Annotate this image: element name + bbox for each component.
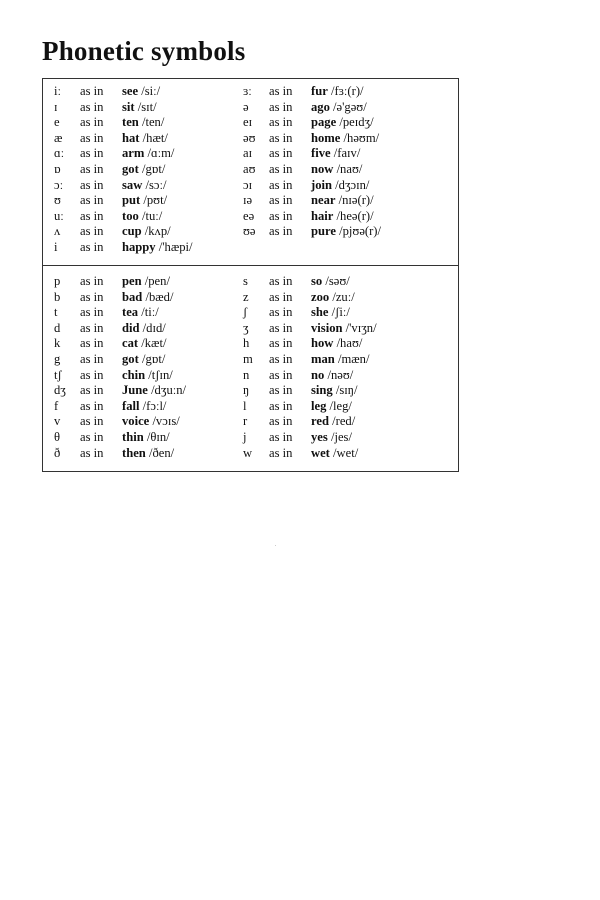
phonetic-symbol: e [54,115,60,130]
example-word-text: cat [122,336,139,351]
phonetic-symbol: iː [54,84,61,98]
example-word-text: home [311,130,341,145]
example-word-text: how [311,336,334,351]
example-word-text: near [311,193,336,208]
example-word [311,162,362,178]
example-word [311,131,379,147]
phonetic-symbol: aɪ [243,146,253,161]
phonetic-symbol: b [54,289,61,304]
example-word [311,430,352,446]
example-word-text: man [311,351,335,366]
example-word-text: she [311,305,329,320]
example-word-text: sing [311,383,333,398]
phonetic-symbol: p [54,274,61,288]
phonetic-symbol: ʒ [243,320,249,335]
example-word [122,274,170,290]
as-in-label: as in [269,177,293,192]
example-word-text: leg [311,398,327,413]
example-word-text: yes [311,429,328,444]
example-word-text: arm [122,146,145,161]
ipa-transcription: /nɪə(r)/ [338,193,374,208]
example-word-text: wet [311,445,330,460]
ipa-transcription: /'hæpi/ [158,239,193,254]
example-word [311,100,367,116]
ipa-transcription: /dɪd/ [142,320,166,335]
as-in-label: as in [269,289,293,304]
example-word-text: put [122,193,141,208]
as-in-label: as in [269,383,293,398]
example-word-text: join [311,177,332,192]
phonetic-symbol: θ [54,429,61,444]
phonetic-symbol: d [54,320,61,335]
ipa-transcription: /fɜː(r)/ [330,84,364,98]
as-in-label: as in [80,224,104,239]
example-word-text: chin [122,367,146,382]
example-word-text: happy [122,239,156,254]
phonetic-symbol: ɒ [54,161,61,176]
ipa-transcription: /gɒt/ [141,351,166,366]
phonetic-symbol: r [243,414,248,429]
phonetic-symbol: æ [54,130,63,145]
example-word-text: too [122,208,139,223]
example-word-text: zoo [311,289,330,304]
phonetic-symbol: i [54,239,58,254]
phonetic-symbol: ɔː [54,177,64,192]
phonetic-symbol: aʊ [243,161,256,176]
example-word [122,115,164,131]
example-word [311,383,358,399]
example-word-text: did [122,320,140,335]
ipa-transcription: /θɪn/ [146,429,170,444]
as-in-label: as in [269,115,293,130]
as-in-label: as in [269,305,293,320]
example-word [311,209,374,225]
ipa-transcription: /ɑːm/ [147,146,175,161]
ipa-transcription: /kʌp/ [144,224,171,239]
example-word-text: ten [122,115,139,130]
ipa-transcription: /jes/ [330,429,352,444]
as-in-label: as in [80,115,104,130]
phonetic-symbol: dʒ [54,383,66,398]
example-word-text: now [311,161,334,176]
phonetic-symbol: f [54,398,59,413]
example-word-text: five [311,146,331,161]
example-word-text: pen [122,274,142,288]
ipa-transcription: /hæt/ [142,130,168,145]
example-word [122,178,166,194]
as-in-label: as in [269,398,293,413]
as-in-label: as in [80,193,104,208]
ipa-transcription: /naʊ/ [336,161,363,176]
phonetic-symbol: ŋ [243,383,250,398]
section-divider [43,265,458,266]
phonetic-symbol: w [243,445,253,460]
example-word [122,352,165,368]
ipa-transcription: /red/ [332,414,356,429]
example-word [122,446,174,462]
example-word [122,224,171,240]
example-word-text: cup [122,224,142,239]
as-in-label: as in [80,305,104,320]
phonetic-symbol: ʃ [243,305,248,320]
example-word [122,209,162,225]
as-in-label: as in [80,274,104,288]
as-in-label: as in [269,84,293,98]
ipa-transcription: /ə'gəʊ/ [333,99,367,114]
phonetic-symbol: ɜː [243,84,252,98]
ipa-transcription: /haʊ/ [336,336,363,351]
as-in-label: as in [269,351,293,366]
phonetic-symbol: eɪ [243,115,253,130]
example-word [122,336,166,352]
as-in-label: as in [269,367,293,382]
as-in-label: as in [269,224,293,239]
ipa-transcription: /heə(r)/ [336,208,374,223]
ipa-transcription: /həʊm/ [343,130,380,145]
example-word [122,399,166,415]
ipa-transcription: /vɔɪs/ [152,414,180,429]
phonetic-symbol: n [243,367,250,382]
example-word [311,305,350,321]
example-word [311,274,350,290]
ipa-transcription: /'vɪʒn/ [345,320,377,335]
example-word-text: thin [122,429,144,444]
phonetic-symbol: s [243,274,248,288]
example-word [311,84,364,100]
as-in-label: as in [80,429,104,444]
scan-speck [275,545,276,546]
example-word [311,193,374,209]
example-word [311,336,362,352]
phonetic-symbol: ʊ [54,193,61,208]
ipa-transcription: /dʒuːn/ [151,383,187,398]
phonetic-symbol: j [243,429,247,444]
phonetic-symbol: eə [243,208,255,223]
as-in-label: as in [269,146,293,161]
ipa-transcription: /ʃiː/ [331,305,350,320]
phonetic-symbol: tʃ [54,367,62,382]
ipa-transcription: /siː/ [141,84,161,98]
example-word [122,162,165,178]
phonetic-symbol: ɑː [54,146,65,161]
example-word-text: saw [122,177,143,192]
phonetic-symbol: m [243,351,253,366]
as-in-label: as in [80,336,104,351]
example-word-text: page [311,115,337,130]
example-word [311,399,352,415]
example-word-text: fur [311,84,328,98]
example-word [122,321,166,337]
example-word-text: hat [122,130,140,145]
example-word [311,146,360,162]
as-in-label: as in [80,398,104,413]
as-in-label: as in [269,193,293,208]
ipa-transcription: /kæt/ [141,336,167,351]
as-in-label: as in [269,130,293,145]
ipa-transcription: /sɪŋ/ [335,383,358,398]
as-in-label: as in [269,336,293,351]
example-word [122,100,157,116]
example-word [311,224,381,240]
ipa-transcription: /ten/ [141,115,165,130]
phonetic-symbol: v [54,414,61,429]
ipa-transcription: /sɔː/ [145,177,167,192]
as-in-label: as in [80,130,104,145]
ipa-transcription: /leg/ [329,398,352,413]
phonetic-symbol: ʌ [54,224,61,239]
example-word-text: then [122,445,146,460]
as-in-label: as in [80,208,104,223]
example-word [122,131,168,147]
ipa-transcription: /tuː/ [141,208,163,223]
example-word [311,414,355,430]
example-word-text: bad [122,289,143,304]
phonetic-symbol: ʊə [243,224,256,239]
ipa-transcription: /wet/ [333,445,359,460]
as-in-label: as in [269,429,293,444]
ipa-transcription: /mæn/ [337,351,370,366]
as-in-label: as in [80,99,104,114]
as-in-label: as in [269,414,293,429]
ipa-transcription: /zuː/ [332,289,355,304]
example-word-text: hair [311,208,334,223]
example-word [122,290,173,306]
example-word-text: so [311,274,323,288]
as-in-label: as in [269,161,293,176]
as-in-label: as in [80,146,104,161]
ipa-transcription: /tiː/ [141,305,159,320]
as-in-label: as in [269,208,293,223]
phonetic-symbol: h [243,336,250,351]
example-word-text: pure [311,224,336,239]
as-in-label: as in [80,414,104,429]
phonetic-symbol: t [54,305,58,320]
phonetic-symbol: uː [54,208,64,223]
page-title: Phonetic symbols [42,36,246,66]
example-word [122,305,159,321]
example-word-text: ago [311,99,330,114]
example-word [122,383,186,399]
as-in-label: as in [269,274,293,288]
phonetic-symbol: g [54,351,61,366]
ipa-transcription: /sɪt/ [137,99,157,114]
phonetic-symbol: ə [243,99,249,114]
ipa-transcription: /nəʊ/ [327,367,354,382]
ipa-transcription: /ðen/ [148,445,175,460]
phonetic-symbols-table [42,78,459,472]
example-word-text: fall [122,398,140,413]
phonetic-symbol: ɪə [243,193,253,208]
example-word-text: voice [122,414,150,429]
ipa-transcription: /faɪv/ [333,146,361,161]
as-in-label: as in [269,99,293,114]
example-word-text: June [122,383,148,398]
as-in-label: as in [80,84,104,98]
example-word-text: vision [311,320,343,335]
ipa-transcription: /səʊ/ [325,274,350,288]
phonetic-symbol: z [243,289,249,304]
ipa-transcription: /pjʊə(r)/ [339,224,382,239]
phonetic-symbol: k [54,336,61,351]
example-word-text: no [311,367,325,382]
as-in-label: as in [80,445,104,460]
example-word [122,240,193,256]
as-in-label: as in [80,161,104,176]
as-in-label: as in [80,320,104,335]
example-word [311,368,353,384]
phonetic-symbol: l [243,398,247,413]
phonetic-symbol: əʊ [243,130,256,145]
example-word-text: got [122,351,139,366]
example-word [122,146,174,162]
ipa-transcription: /pʊt/ [143,193,168,208]
as-in-label: as in [269,445,293,460]
ipa-transcription: /peɪdʒ/ [339,115,374,130]
example-word-text: got [122,161,139,176]
phonetic-symbol: ɪ [54,99,58,114]
example-word [311,178,369,194]
as-in-label: as in [80,177,104,192]
example-word [122,368,173,384]
as-in-label: as in [80,351,104,366]
as-in-label: as in [80,383,104,398]
example-word-text: tea [122,305,139,320]
example-word-text: see [122,84,139,98]
example-word-text: red [311,414,329,429]
as-in-label: as in [80,289,104,304]
ipa-transcription: /tʃɪn/ [148,367,173,382]
example-word [311,321,377,337]
as-in-label: as in [80,367,104,382]
ipa-transcription: /gɒt/ [141,161,166,176]
example-word [311,352,369,368]
example-word [122,430,170,446]
phonetic-symbol: ð [54,445,61,460]
example-word-text: sit [122,99,135,114]
ipa-transcription: /fɔːl/ [142,398,167,413]
example-word [311,290,355,306]
as-in-label: as in [80,239,104,254]
ipa-transcription: /bæd/ [145,289,174,304]
example-word [311,115,374,131]
ipa-transcription: /pen/ [144,274,170,288]
example-word [122,84,160,100]
phonetic-symbol: ɔɪ [243,177,253,192]
as-in-label: as in [269,320,293,335]
ipa-transcription: /dʒɔɪn/ [335,177,370,192]
example-word [122,193,167,209]
example-word [122,414,180,430]
example-word [311,446,358,462]
